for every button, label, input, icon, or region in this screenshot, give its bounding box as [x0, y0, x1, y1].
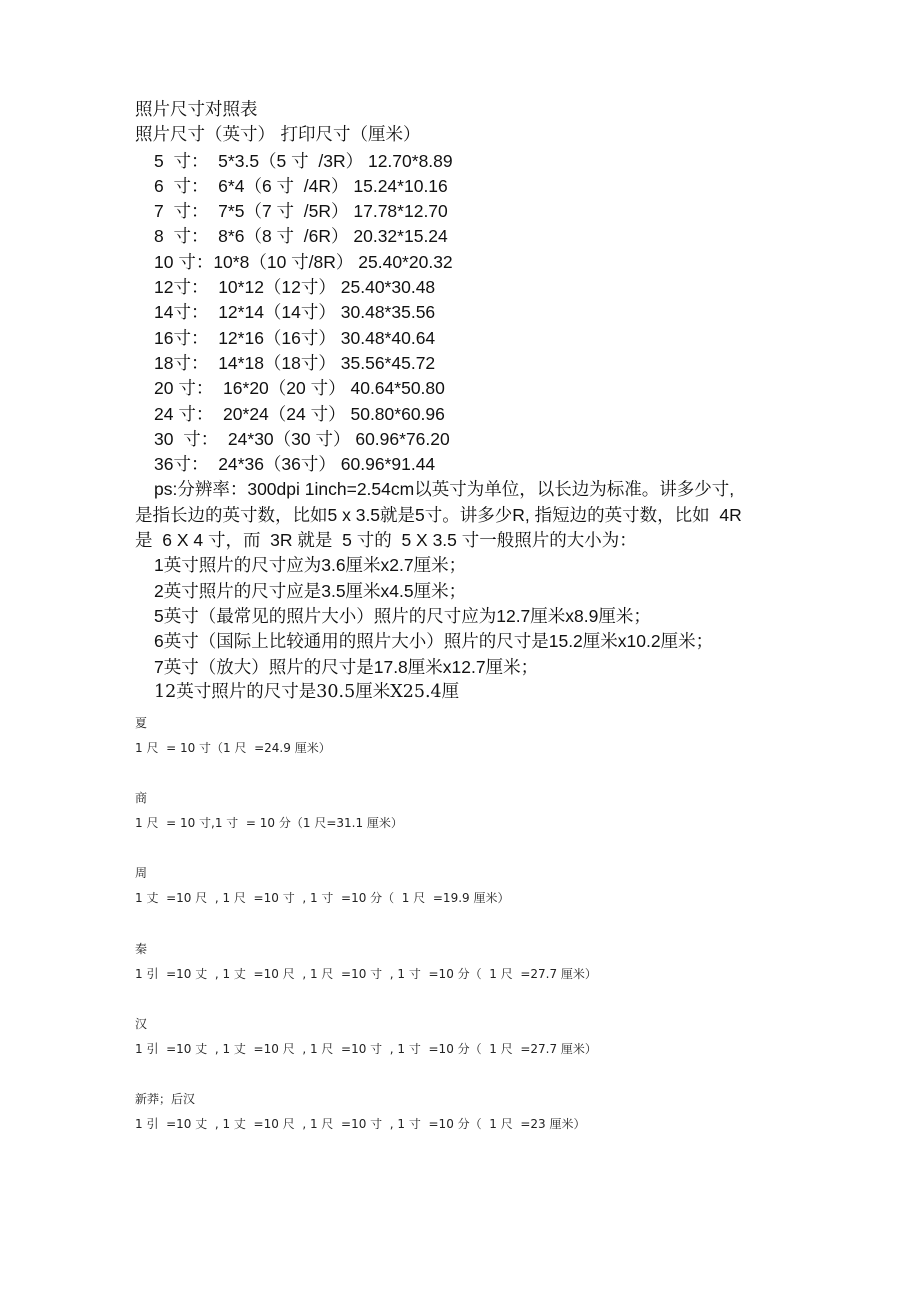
dynasty-name: 新莽；后汉	[135, 1091, 196, 1106]
dynasty-block	[135, 860, 785, 935]
dynasty-name: 周	[135, 866, 148, 881]
size-row: 6 寸： 6*4（6 寸 /4R） 15.24*10.16	[154, 175, 448, 196]
ps-line: 是 6 X 4 寸，而 3R 就是 5 寸的 5 X 3.5 寸一般照片的大小为：	[135, 530, 637, 551]
historical-units-section	[135, 710, 785, 1161]
dynasty-name: 汉	[135, 1016, 148, 1031]
dynasty-rule: 1 尺 = 10 寸,1 寸 = 10 分（1 尺=31.1 厘米）	[135, 816, 403, 831]
dynasty-rule: 1 引 =10 丈 , 1 丈 =10 尺 , 1 尺 =10 寸 , 1 寸 =10 分（ 1 尺 =27.7 厘米）	[135, 966, 597, 981]
dynasty-block	[135, 936, 785, 1011]
ps-line: ps:分辨率：300dpi 1inch=2.54cm以英寸为单位，以长边为标准。讲多少寸,	[154, 479, 735, 500]
dynasty-name: 秦	[135, 941, 148, 956]
size-row: 8 寸： 8*6（8 寸 /6R） 20.32*15.24	[154, 226, 448, 247]
dynasty-rule: 1 引 =10 丈 , 1 丈 =10 尺 , 1 尺 =10 寸 , 1 寸 =10 分（ 1 尺 =23 厘米）	[135, 1116, 586, 1131]
ps-line: 是指长边的英寸数，比如5 x 3.5就是5寸。讲多少R, 指短边的英寸数，比如 4R	[135, 504, 742, 525]
size-row: 36寸： 24*36（36寸） 60.96*91.44	[154, 454, 436, 475]
dynasty-name: 商	[135, 791, 148, 806]
photo-size-item: 2英寸照片的尺寸应是3.5厘米x4.5厘米；	[154, 580, 467, 601]
size-row: 7 寸： 7*5（7 寸 /5R） 17.78*12.70	[154, 201, 448, 222]
photo-size-section	[135, 98, 785, 705]
photo-size-item: 7英寸（放大）照片的尺寸是17.8厘米x12.7厘米；	[154, 656, 539, 677]
size-row: 20 寸： 16*20（20 寸） 40.64*50.80	[154, 378, 445, 399]
ps-paragraph	[135, 477, 785, 553]
dynasty-block	[135, 785, 785, 860]
photo-size-item: 12英寸照片的尺寸是30.5厘米X25.4厘	[154, 681, 460, 702]
size-row: 5 寸： 5*3.5（5 寸 /3R） 12.70*8.89	[154, 150, 453, 171]
dynasty-name: 夏	[135, 716, 148, 730]
photo-size-item: 6英寸（国际上比较通用的照片大小）照片的尺寸是15.2厘米x10.2厘米；	[154, 631, 714, 652]
dynasty-block	[135, 1086, 785, 1161]
table-header: 照片尺寸（英寸） 打印尺寸（厘米）	[135, 125, 421, 146]
photo-size-item: 5英寸（最常见的照片大小）照片的尺寸应为12.7厘米x8.9厘米；	[154, 605, 651, 626]
photo-size-list	[135, 553, 785, 705]
dynasty-block	[135, 710, 785, 785]
size-row: 18寸： 14*18（18寸） 35.56*45.72	[154, 352, 436, 373]
size-row: 14寸： 12*14（14寸） 30.48*35.56	[154, 302, 436, 323]
dynasty-rule: 1 丈 =10 尺 , 1 尺 =10 寸 , 1 寸 =10 分（ 1 尺 =19.9 厘米）	[135, 891, 510, 906]
size-list	[135, 149, 785, 478]
size-row: 10 寸：10*8（10 寸/8R） 25.40*20.32	[154, 251, 453, 272]
photo-size-item: 1英寸照片的尺寸应为3.6厘米x2.7厘米；	[154, 555, 467, 576]
size-row: 12寸： 10*12（12寸） 25.40*30.48	[154, 277, 436, 298]
document-title: 照片尺寸对照表	[135, 100, 258, 120]
size-row: 16寸： 12*16（16寸） 30.48*40.64	[154, 327, 436, 348]
dynasty-rule: 1 尺 = 10 寸（1 尺 =24.9 厘米）	[135, 741, 331, 755]
size-row: 30 寸： 24*30（30 寸） 60.96*76.20	[154, 428, 450, 449]
size-row: 24 寸： 20*24（24 寸） 50.80*60.96	[154, 403, 445, 424]
dynasty-block	[135, 1011, 785, 1086]
dynasty-rule: 1 引 =10 丈 , 1 丈 =10 尺 , 1 尺 =10 寸 , 1 寸 =10 分（ 1 尺 =27.7 厘米）	[135, 1041, 597, 1056]
